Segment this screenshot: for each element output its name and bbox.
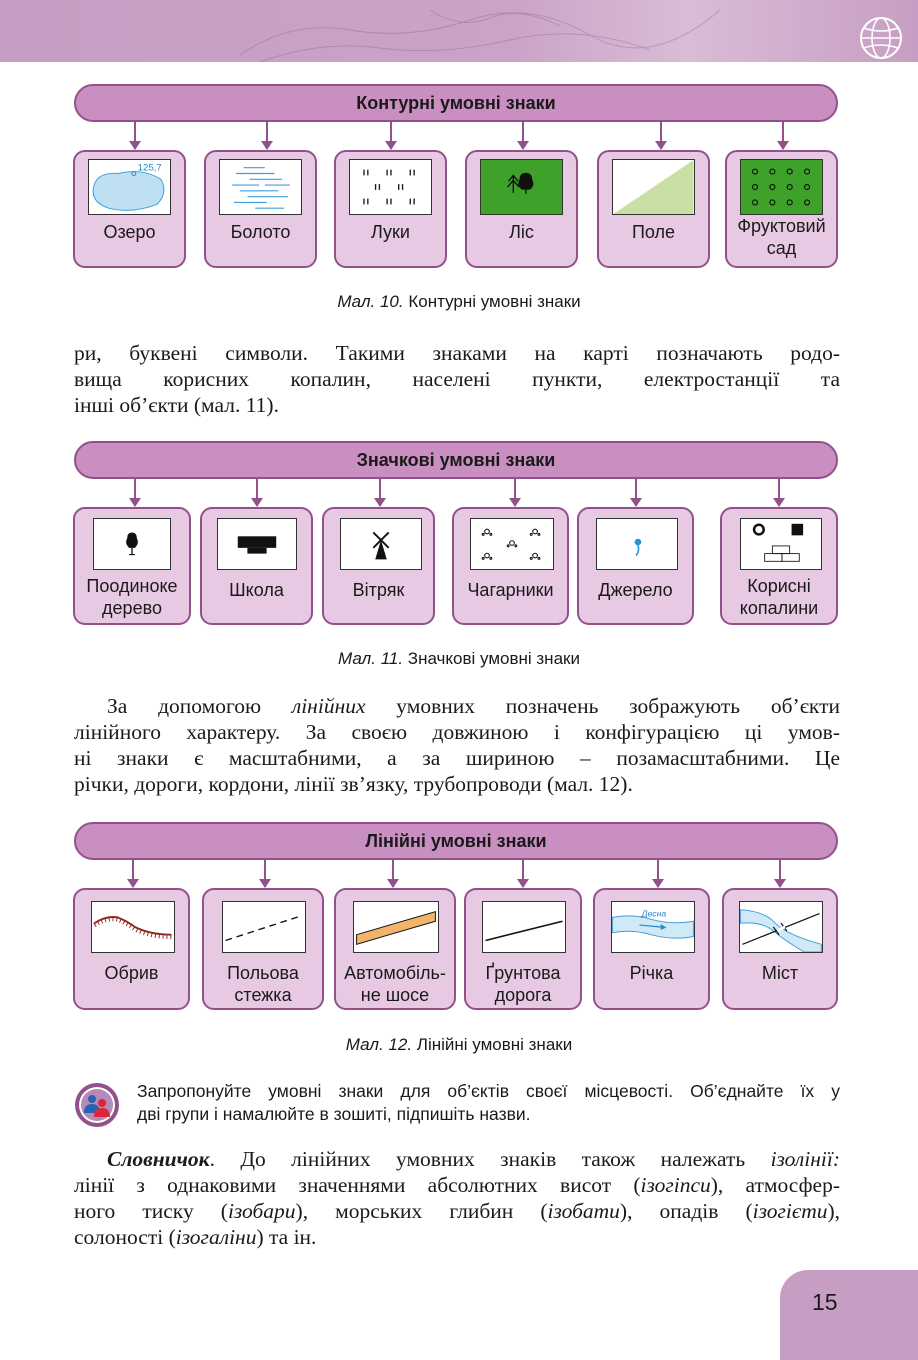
sign-label <box>204 962 322 1006</box>
text-fragment: ного тиску ( <box>74 1199 228 1223</box>
sign-label: Вітряк <box>352 580 405 600</box>
emphasis-term: ізолінії: <box>770 1147 840 1171</box>
text-fragment: лінії з однаковими значеннями абсолютних висот ( <box>74 1173 641 1197</box>
figure-number: Мал. 12. <box>345 1035 413 1054</box>
connector-arrow <box>379 479 381 506</box>
connector-arrow <box>132 860 134 887</box>
figure-caption <box>0 292 918 312</box>
sign-card-highway <box>334 888 456 1010</box>
sign-card-shrubs <box>452 507 569 625</box>
connector-arrow <box>657 860 659 887</box>
text-fragment: ), <box>827 1199 841 1223</box>
minerals-icon <box>741 519 821 569</box>
glossary-paragraph <box>74 1146 840 1250</box>
figure-number: Мал. 10. <box>337 292 404 311</box>
diagram-title: Значкові умовні знаки <box>74 441 838 479</box>
sign-label-line: дорога <box>494 985 552 1005</box>
forest-icon <box>481 160 562 214</box>
group-work-icon <box>74 1082 120 1128</box>
sign-label-line: Корисні <box>747 576 811 596</box>
connector-arrow <box>522 860 524 887</box>
connector-arrow <box>264 860 266 887</box>
sign-card-swamp <box>204 150 317 268</box>
figure-caption-text: Значкові умовні знаки <box>403 649 580 668</box>
connector-arrow <box>779 860 781 887</box>
sign-label-line: стежка <box>234 985 292 1005</box>
sign-card-field-path <box>202 888 324 1010</box>
sign-card-minerals <box>720 507 838 625</box>
connector-arrow <box>256 479 258 506</box>
sign-label: Ліс <box>509 222 534 242</box>
sign-label-line: Фруктовий <box>737 216 826 236</box>
sign-label-line: не шосе <box>360 985 430 1005</box>
emphasis-term: ізогаліни <box>175 1225 257 1249</box>
text-fragment: . До лінійних умовних знаків також належать <box>209 1147 771 1171</box>
text-line: вища корисних копалин, населені пункти, електростанції та <box>74 367 840 391</box>
connector-arrow <box>514 479 516 506</box>
sign-label-line: Поодиноке <box>86 576 178 596</box>
body-paragraph <box>74 340 840 418</box>
text-line: ри, буквені символи. Такими знаками на карті позначають родо- <box>74 341 840 365</box>
text-line: ні знаки є масштабними, а за шириною – позамасштабними. Це <box>74 746 840 770</box>
text-fragment: солоності ( <box>74 1225 176 1249</box>
sign-label-line: сад <box>766 238 797 258</box>
globe-icon <box>857 14 905 62</box>
point-signs-diagram <box>72 441 840 627</box>
sign-label: Обрив <box>104 963 159 983</box>
sign-label: Джерело <box>598 580 673 600</box>
text-line <box>74 1172 840 1198</box>
text-line: дві групи і намалюйте в зошиті, підпишіть назви. <box>137 1104 531 1124</box>
river-name: Десна <box>641 908 667 919</box>
text-fragment: За допомогою <box>107 694 292 718</box>
text-fragment: ), атмосфер- <box>710 1173 840 1197</box>
sign-card-forest <box>465 150 578 268</box>
emphasis-term: ізогіпси <box>640 1173 711 1197</box>
text-line: інші об’єкти (мал. 11). <box>74 393 279 417</box>
sign-label <box>466 962 580 1006</box>
text-fragment: ), морських глибин ( <box>295 1199 548 1223</box>
connector-arrow <box>392 860 394 887</box>
connector-arrow <box>522 122 524 149</box>
emphasis-term: ізобати <box>547 1199 620 1223</box>
bridge-icon <box>740 902 822 952</box>
figure-number: Мал. 11. <box>338 649 404 668</box>
connector-arrow <box>390 122 392 149</box>
sign-card-windmill <box>322 507 435 625</box>
sign-card-lake <box>73 150 186 268</box>
figure-caption <box>0 649 918 669</box>
sign-label-line: копалини <box>739 598 819 618</box>
connector-arrow <box>778 479 780 506</box>
sign-card-single-tree <box>73 507 191 625</box>
text-fragment: ), опадів ( <box>619 1199 753 1223</box>
sign-card-school <box>200 507 313 625</box>
connector-arrow <box>134 479 136 506</box>
sign-label-line: Ґрунтова <box>485 963 561 983</box>
text-line <box>74 1146 840 1172</box>
text-line: лінійного характеру. За своєю довжиною і конфігурацією ці умов- <box>74 720 840 744</box>
sign-card-orchard <box>725 150 838 268</box>
spring-icon <box>597 519 677 569</box>
sign-card-cliff <box>73 888 190 1010</box>
sign-card-field <box>597 150 710 268</box>
page-number: 15 <box>812 1289 838 1315</box>
sign-card-river <box>593 888 710 1010</box>
text-fragment: ) та ін. <box>256 1225 317 1249</box>
text-line <box>74 1224 840 1250</box>
sign-label <box>336 962 454 1006</box>
text-line: річки, дороги, кордони, лінії зв’язку, трубопроводи (мал. 12). <box>74 772 633 796</box>
highway-icon <box>354 902 438 952</box>
glossary-term: Словничок <box>107 1147 210 1171</box>
single-tree-icon <box>94 519 170 569</box>
connector-arrow <box>660 122 662 149</box>
sign-label: Чагарники <box>467 580 554 600</box>
sign-label: Озеро <box>103 222 156 242</box>
connector-arrow <box>782 122 784 149</box>
figure-caption-text: Лінійні умовні знаки <box>412 1035 573 1054</box>
figure-caption-text: Контурні умовні знаки <box>403 292 581 311</box>
connector-arrow <box>134 122 136 149</box>
lake-height-value: 125,7 <box>137 162 162 174</box>
sign-label: Луки <box>371 222 410 242</box>
sign-label <box>75 575 189 619</box>
figure-caption <box>0 1035 918 1055</box>
text-line <box>74 1198 840 1224</box>
sign-label: Поле <box>631 222 676 242</box>
sign-card-spring <box>577 507 694 625</box>
school-icon <box>218 519 296 569</box>
sign-card-meadow <box>334 150 447 268</box>
sign-card-dirt-road <box>464 888 582 1010</box>
river-icon <box>612 902 694 952</box>
lake-icon <box>89 160 170 214</box>
connector-arrow <box>266 122 268 149</box>
emphasis-term: ізобари <box>227 1199 296 1223</box>
connector-arrow <box>635 479 637 506</box>
diagram-title: Лінійні умовні знаки <box>74 822 838 860</box>
sign-label-line: Автомобіль- <box>344 963 446 983</box>
emphasis-term: лінійних <box>291 694 366 718</box>
top-banner <box>0 0 918 62</box>
orchard-icon <box>741 160 822 214</box>
sign-card-bridge <box>722 888 838 1010</box>
body-paragraph <box>74 693 840 797</box>
emphasis-term: ізогієти <box>752 1199 828 1223</box>
path-icon <box>223 902 305 952</box>
sign-label: Школа <box>229 580 284 600</box>
text-fragment: умовних позначень зображують об’єкти <box>365 694 840 718</box>
diagram-title: Контурні умовні знаки <box>74 84 838 122</box>
sign-label: Міст <box>761 963 799 983</box>
page-number-tab <box>780 1270 918 1360</box>
sign-label: Болото <box>230 222 291 242</box>
swamp-icon <box>220 160 301 214</box>
map-decoration <box>230 0 730 62</box>
text-line: Запропонуйте умовні знаки для об’єктів своєї місцевості. Об’єднайте їх у <box>137 1081 840 1101</box>
field-icon <box>613 160 694 214</box>
windmill-icon <box>341 519 421 569</box>
cliff-icon <box>92 902 174 952</box>
dirt-road-icon <box>483 902 565 952</box>
shrubs-icon <box>471 519 553 569</box>
sign-label <box>727 215 836 259</box>
linear-signs-diagram <box>72 822 840 1012</box>
sign-label: Річка <box>629 963 674 983</box>
text-line <box>74 693 840 719</box>
sign-label-line: дерево <box>102 598 162 618</box>
task-text <box>137 1080 840 1126</box>
sign-label <box>722 575 836 619</box>
contour-signs-diagram <box>72 84 840 270</box>
meadow-icon <box>350 160 431 214</box>
sign-label-line: Польова <box>227 963 299 983</box>
